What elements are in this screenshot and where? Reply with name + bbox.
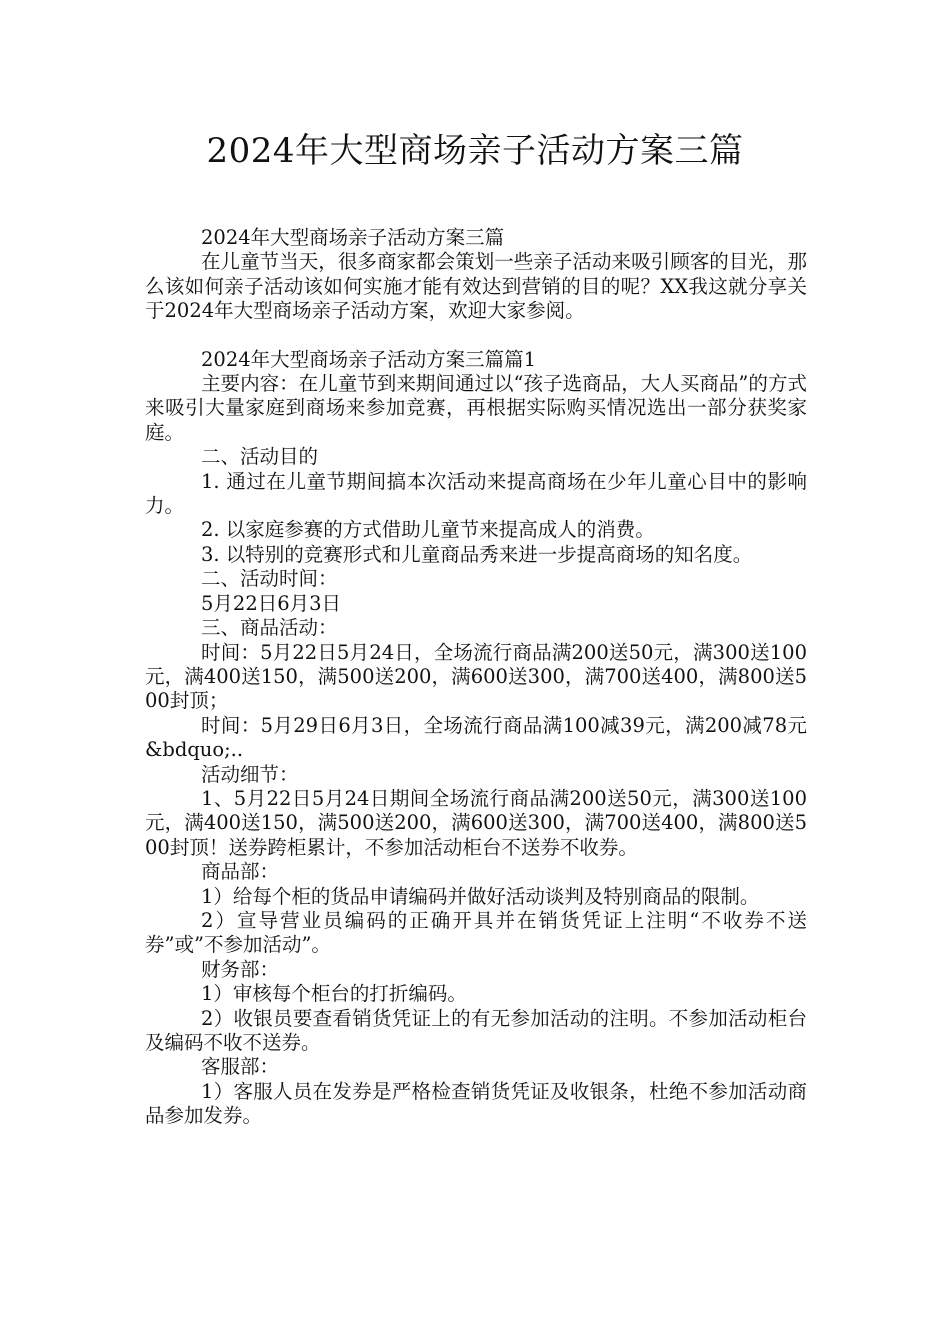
heading-service-dept: 客服部： [201, 1055, 280, 1079]
document-body [145, 226, 807, 1129]
heading-activity-time: 二、活动时间： [201, 567, 338, 591]
paragraph-subtitle: 2024年大型商场亲子活动方案三篇 [201, 226, 505, 249]
heading-merchandise-dept: 商品部： [201, 860, 280, 884]
paragraph-intro: 在儿童节当天，很多商家都会策划一些亲子活动来吸引顾客的目光，那么该如何亲子活动该如何实施才能有效达到营销的目的呢？XX我这就分享关于2024年大型商场亲子活动方案，欢迎大家参阅。 [145, 250, 807, 323]
heading-product-activity: 三、商品活动： [201, 616, 338, 640]
list-item-purpose-3: 3. 以特别的竞赛形式和儿童商品秀来进一步提高商场的知名度。 [201, 542, 753, 566]
heading-finance-dept: 财务部： [201, 957, 280, 981]
document-title: 2024年大型商场亲子活动方案三篇 [206, 131, 744, 171]
heading-activity-purpose: 二、活动目的 [201, 445, 319, 469]
paragraph-main-content: 主要内容：在儿童节到来期间通过以“孩子选商品，大人买商品”的方式来吸引大量家庭到商场来参加竞赛，再根据实际购买情况选出一部分获奖家庭。 [145, 372, 807, 444]
paragraph-merchandise-2: 2）宣导营业员编码的正确开具并在销货凭证上注明“不收券不送券”或”不参加活动”。 [145, 908, 807, 957]
paragraph-service-1: 1）客服人员在发券是严格检查销货凭证及收银条，杜绝不参加活动商品参加发券。 [145, 1079, 807, 1128]
paragraph-detail-1: 1、5月22日5月24日期间全场流行商品满200送50元，满300送100元，满400送150，满500送200，满600送300，满700送400，满800送500封顶！送券跨柜累计，不参加活动柜台不送券不收券。 [145, 786, 807, 859]
list-item-purpose-2: 2. 以家庭参赛的方式借助儿童节来提高成人的消费。 [201, 518, 655, 542]
list-item-purpose-1: 1. 通过在儿童节期间搞本次活动来提高商场在少年儿童心目中的影响力。 [145, 469, 807, 518]
heading-activity-details: 活动细节： [201, 762, 299, 786]
paragraph-activity-dates: 5月22日6月3日 [201, 591, 342, 615]
paragraph-merchandise-1: 1）给每个柜的货品申请编码并做好活动谈判及特别商品的限制。 [201, 884, 760, 908]
paragraph-time-offer-2: 时间：5月29日6月3日，全场流行商品满100减39元，满200减78元&bdquo;.. [145, 713, 807, 762]
section-heading-part1: 2024年大型商场亲子活动方案三篇篇1 [201, 347, 537, 371]
paragraph-finance-1: 1）审核每个柜台的打折编码。 [201, 982, 467, 1006]
paragraph-time-offer-1: 时间：5月22日5月24日，全场流行商品满200送50元，满300送100元，满400送150，满500送200，满600送300，满700送400，满800送500封顶； [145, 640, 807, 713]
paragraph-finance-2: 2）收银员要查看销货凭证上的有无参加活动的注明。不参加活动柜台及编码不收不送券。 [145, 1006, 807, 1054]
